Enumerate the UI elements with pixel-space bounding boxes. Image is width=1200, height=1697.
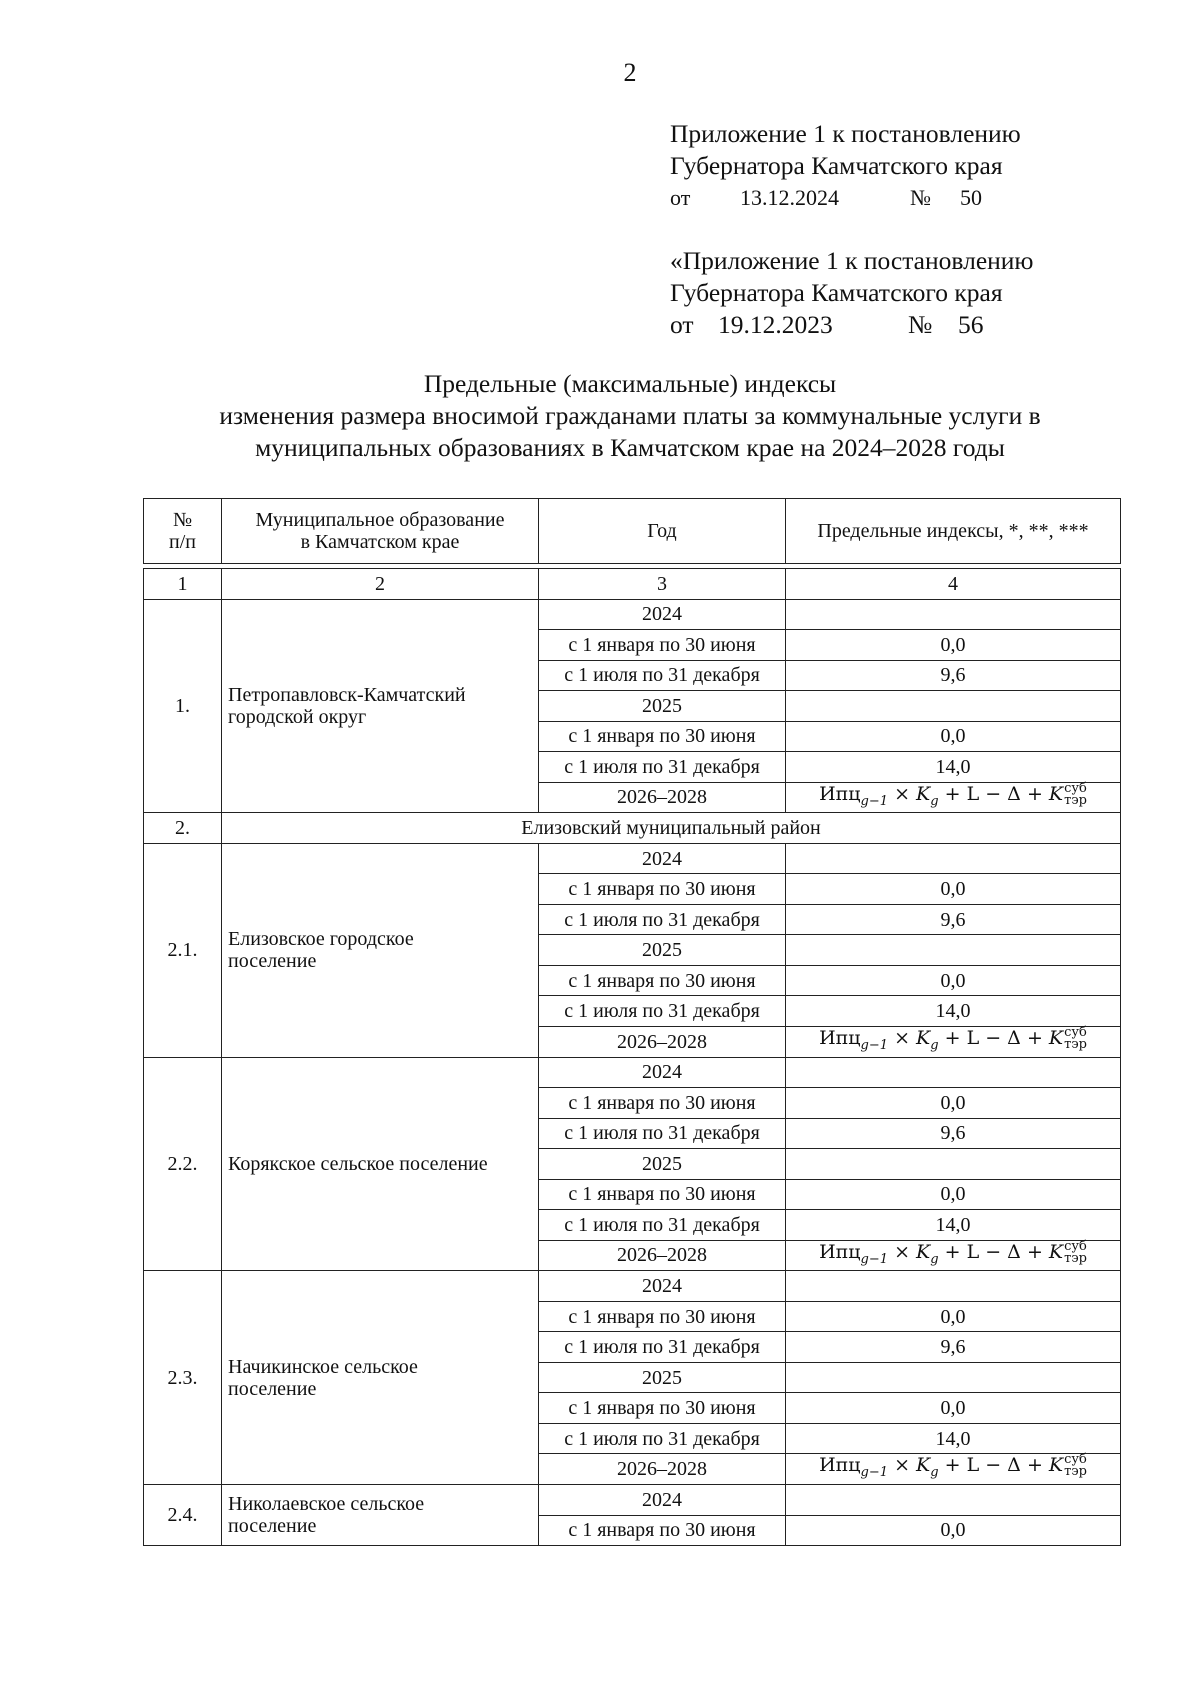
period-cell: с 1 июля по 31 декабря: [539, 904, 786, 935]
appendix-previous-line1: «Приложение 1 к постановлению: [670, 246, 1034, 275]
value-cell: 0,0: [786, 874, 1121, 905]
period-cell: с 1 января по 30 июня: [539, 1393, 786, 1424]
year-cell: 2024: [539, 1485, 786, 1516]
appendix-number: 50: [960, 185, 982, 210]
value-cell: 0,0: [786, 1515, 1121, 1546]
ot-label: от: [670, 185, 691, 210]
value-cell: 9,6: [786, 1118, 1121, 1149]
row-name: Начикинское сельское поселение: [222, 1271, 539, 1485]
year-cell: 2024: [539, 1271, 786, 1302]
year-cell: 2025: [539, 1362, 786, 1393]
value-cell: 9,6: [786, 1332, 1121, 1363]
index-formula: $Ипц_{g-1} \times K_g + L - \Delta + K$ суб тэр: [819, 1238, 1087, 1267]
column-numbers-row: [144, 569, 1121, 600]
value-cell: [786, 599, 1121, 630]
index-formula: $Ипц_{g-1} \times K_g + L - \Delta + K$ суб тэр: [819, 1024, 1087, 1053]
col-number: 3: [539, 569, 786, 600]
row-name: Корякское сельское поселение: [222, 1057, 539, 1271]
appendix-previous-date-line: [670, 309, 1034, 341]
table-row: [144, 599, 1121, 630]
value-cell: 0,0: [786, 630, 1121, 661]
appendix-date: 19.12.2023: [718, 310, 833, 339]
year-cell: 2024: [539, 1057, 786, 1088]
table-row: [144, 813, 1121, 844]
value-cell: 14,0: [786, 996, 1121, 1027]
year-cell: 2026–2028: [539, 1454, 786, 1485]
value-cell: 14,0: [786, 1423, 1121, 1454]
value-cell: [786, 1362, 1121, 1393]
value-cell: 0,0: [786, 1088, 1121, 1119]
value-cell: [786, 935, 1121, 966]
period-cell: с 1 июля по 31 декабря: [539, 752, 786, 783]
period-cell: с 1 июля по 31 декабря: [539, 1423, 786, 1454]
appendix-date: 13.12.2024: [740, 185, 839, 210]
year-cell: 2024: [539, 843, 786, 874]
value-cell: [786, 1149, 1121, 1180]
period-cell: с 1 июля по 31 декабря: [539, 1118, 786, 1149]
year-cell: 2024: [539, 599, 786, 630]
header-num: № п/п: [144, 499, 222, 564]
period-cell: с 1 января по 30 июня: [539, 630, 786, 661]
year-cell: 2025: [539, 935, 786, 966]
year-cell: 2026–2028: [539, 1026, 786, 1057]
value-cell: [786, 691, 1121, 722]
value-cell: 0,0: [786, 1179, 1121, 1210]
value-cell: 0,0: [786, 1393, 1121, 1424]
year-cell: 2026–2028: [539, 782, 786, 813]
title-line1: Предельные (максимальные) индексы: [423, 369, 837, 398]
period-cell: с 1 июля по 31 декабря: [539, 1210, 786, 1241]
formula-cell: [786, 782, 1121, 813]
col-number: 2: [222, 569, 539, 600]
header-year: Год: [539, 499, 786, 564]
number-sign: №: [908, 310, 933, 339]
value-cell: [786, 1485, 1121, 1516]
row-name: Николаевское сельское поселение: [222, 1485, 539, 1546]
appendix-current-line1: Приложение 1 к постановлению: [670, 119, 1021, 148]
col-number: 4: [786, 569, 1121, 600]
value-cell: 0,0: [786, 721, 1121, 752]
title-line2: изменения размера вносимой гражданами платы за коммунальные услуги в: [219, 401, 1041, 430]
district-name: Елизовский муниципальный район: [222, 813, 1121, 844]
period-cell: с 1 января по 30 июня: [539, 965, 786, 996]
row-num: 2.3.: [144, 1271, 222, 1485]
value-cell: [786, 1057, 1121, 1088]
header-mo: Муниципальное образование в Камчатском крае: [222, 499, 539, 564]
period-cell: с 1 января по 30 июня: [539, 1301, 786, 1332]
row-num: 2.4.: [144, 1485, 222, 1546]
formula-cell: [786, 1240, 1121, 1271]
appendix-current: [670, 118, 1021, 214]
row-num: 2.1.: [144, 843, 222, 1057]
value-cell: 14,0: [786, 752, 1121, 783]
period-cell: с 1 января по 30 июня: [539, 1088, 786, 1119]
ot-label: от: [670, 310, 694, 339]
page-number: 2: [623, 58, 637, 87]
period-cell: с 1 июля по 31 декабря: [539, 660, 786, 691]
number-sign: №: [910, 185, 931, 210]
period-cell: с 1 января по 30 июня: [539, 874, 786, 905]
header-index: Предельные индексы, *, **, ***: [786, 499, 1121, 564]
table-row: [144, 1057, 1121, 1088]
table-row: [144, 1485, 1121, 1516]
value-cell: 0,0: [786, 965, 1121, 996]
formula-cell: [786, 1026, 1121, 1057]
value-cell: 0,0: [786, 1301, 1121, 1332]
period-cell: с 1 января по 30 июня: [539, 1515, 786, 1546]
indices-table: [143, 498, 1121, 1546]
col-number: 1: [144, 569, 222, 600]
value-cell: [786, 1271, 1121, 1302]
row-name: Петропавловск-Камчатский городской округ: [222, 599, 539, 813]
period-cell: с 1 июля по 31 декабря: [539, 996, 786, 1027]
appendix-number: 56: [958, 310, 984, 339]
year-cell: 2026–2028: [539, 1240, 786, 1271]
value-cell: [786, 843, 1121, 874]
appendix-current-line2: Губернатора Камчатского края: [670, 151, 1003, 180]
appendix-previous-line2: Губернатора Камчатского края: [670, 278, 1003, 307]
period-cell: с 1 июля по 31 декабря: [539, 1332, 786, 1363]
row-name: Елизовское городское поселение: [222, 843, 539, 1057]
value-cell: 9,6: [786, 660, 1121, 691]
index-formula: $Ипц_{g-1} \times K_g + L - \Delta + K$ суб тэр: [819, 1452, 1087, 1481]
table-row: [144, 843, 1121, 874]
index-formula: $Ипц_{g-1} \times K_g + L - \Delta + K$ суб тэр: [819, 780, 1087, 809]
formula-cell: [786, 1454, 1121, 1485]
period-cell: с 1 января по 30 июня: [539, 721, 786, 752]
value-cell: 14,0: [786, 1210, 1121, 1241]
appendix-previous: [670, 245, 1034, 341]
period-cell: с 1 января по 30 июня: [539, 1179, 786, 1210]
appendix-current-date-line: [670, 182, 1021, 214]
title-line3: муниципальных образованиях в Камчатском крае на 2024–2028 годы: [255, 433, 1005, 462]
year-cell: 2025: [539, 1149, 786, 1180]
year-cell: 2025: [539, 691, 786, 722]
row-num: 2.: [144, 813, 222, 844]
document-title: [140, 368, 1120, 464]
row-num: 2.2.: [144, 1057, 222, 1271]
value-cell: 9,6: [786, 904, 1121, 935]
table-row: [144, 1271, 1121, 1302]
row-num: 1.: [144, 599, 222, 813]
table-header-row: [144, 499, 1121, 564]
